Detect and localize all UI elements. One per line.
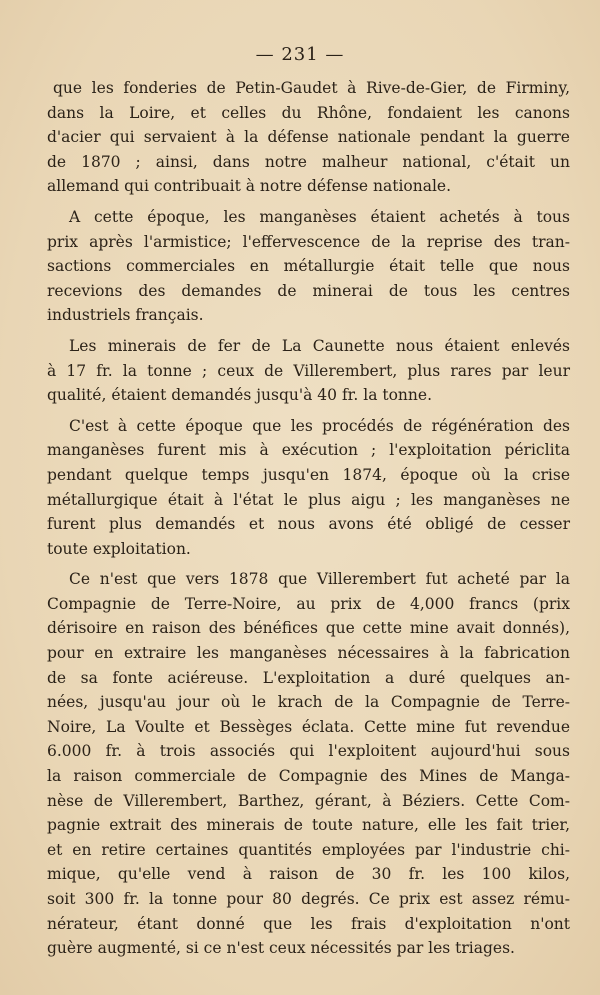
text-line: pagnie extrait des minerais de toute nature, elle les fait trier, — [47, 816, 570, 835]
text-line: sactions commerciales en métallurgie était telle que nous — [47, 257, 570, 276]
text-line: pour en extraire les manganèses nécessaires à la fabrication — [47, 644, 570, 663]
text-line: furent plus demandés et nous avons été obligé de cesser — [47, 515, 570, 534]
paragraph-3 — [47, 334, 570, 408]
text-line: recevions des demandes de minerai de tous les centres — [47, 281, 570, 300]
text-line: Noire, La Voulte et Bessèges éclata. Cette mine fut revendue — [47, 717, 570, 736]
text-line: d'acier qui servaient à la défense nationale pendant la guerre — [47, 128, 570, 147]
paragraph-2 — [47, 205, 570, 328]
text-line: qualité, étaient demandés jusqu'à 40 fr. la tonne. — [47, 386, 432, 405]
text-line: Ce n'est que vers 1878 que Villerembert fut acheté par la — [69, 570, 570, 589]
text-line: Compagnie de Terre-Noire, au prix de 4,000 francs (prix — [47, 594, 570, 613]
text-line: prix après l'armistice; l'effervescence de la reprise des tran- — [47, 232, 570, 251]
text-line: C'est à cette époque que les procédés de régénération des — [69, 416, 570, 435]
text-line: nérateur, étant donné que les frais d'exploitation n'ont — [47, 914, 570, 933]
text-line: A cette époque, les manganèses étaient achetés à tous — [69, 207, 570, 226]
text-line: à 17 fr. la tonne ; ceux de Villerembert, plus rares par leur — [47, 361, 570, 380]
text-line: guère augmenté, si ce n'est ceux nécessités par les triages. — [47, 939, 515, 958]
text-line: dans la Loire, et celles du Rhône, fondaient les canons — [47, 103, 570, 122]
text-line: dérisoire en raison des bénéfices que cette mine avait donnés), — [47, 619, 570, 638]
text-line: pendant quelque temps jusqu'en 1874, époque où la crise — [47, 465, 570, 484]
text-line: Les minerais de fer de La Caunette nous étaient enlevés — [69, 336, 570, 355]
text-line: de sa fonte aciéreuse. L'exploitation a duré quelques an- — [47, 668, 570, 687]
text-line: 6.000 fr. à trois associés qui l'exploitent aujourd'hui sous — [47, 742, 570, 761]
text-line: métallurgique était à l'état le plus aigu ; les manganèses ne — [47, 490, 570, 509]
text-line: de 1870 ; ainsi, dans notre malheur national, c'était un — [47, 152, 570, 171]
paragraph-1 — [47, 76, 570, 199]
text-line: la raison commerciale de Compagnie des Mines de Manga- — [47, 767, 570, 786]
text-line: toute exploitation. — [47, 539, 191, 558]
text-line: nèse de Villerembert, Barthez, gérant, à Béziers. Cette Com- — [47, 791, 570, 810]
text-line: et en retire certaines quantités employées par l'industrie chi- — [47, 840, 570, 859]
paragraph-4 — [47, 414, 570, 562]
text-line: soit 300 fr. la tonne pour 80 degrés. Ce prix est assez rému- — [47, 890, 570, 908]
text-line: que les fonderies de Petin-Gaudet à Rive-de-Gier, de Firminy, — [53, 79, 570, 97]
text-line: manganèses furent mis à exécution ; l'exploitation périclita — [47, 441, 570, 460]
text-line: industriels français. — [47, 306, 204, 325]
text-line: allemand qui contribuait à notre défense nationale. — [47, 177, 452, 196]
text-line: nées, jusqu'au jour où le krach de la Compagnie de Terre- — [47, 693, 570, 712]
text-line: mique, qu'elle vend à raison de 30 fr. les 100 kilos, — [47, 865, 570, 884]
body-text — [47, 76, 570, 967]
paragraph-5 — [47, 567, 570, 961]
page-number: — 231 — — [255, 44, 345, 65]
